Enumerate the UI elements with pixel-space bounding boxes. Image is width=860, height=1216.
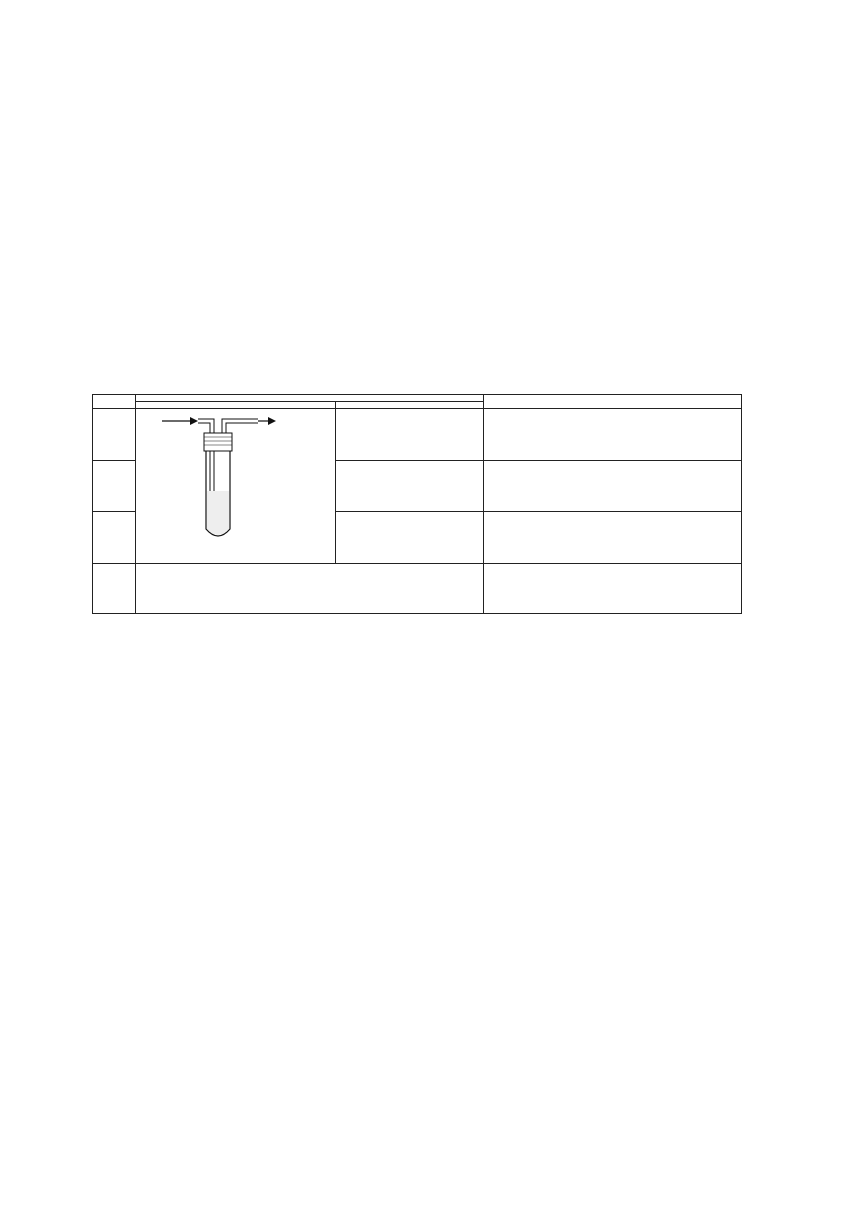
phenomenon-cell [483,564,741,614]
experiment-table [92,394,742,614]
apparatus-cell [136,409,336,564]
row-number [93,409,136,461]
outlet-arrowhead [268,417,276,425]
row-number [93,564,136,614]
header-plan [136,395,484,402]
reagent-cell [336,460,484,512]
inlet-arrowhead [190,417,198,425]
reagent-cell [336,512,484,564]
reagent-cell [336,409,484,461]
solution [207,491,229,535]
phenomenon-cell [483,460,741,512]
equilibrium-chart [540,90,840,320]
phenomenon-cell [483,512,741,564]
header-phenomenon [483,395,741,409]
stopper [204,433,232,451]
row-number [93,460,136,512]
header-reagent [336,402,484,409]
phenomenon-cell [483,409,741,461]
header-seq [93,395,136,409]
apparatus-diagram [140,411,330,557]
header-device [136,402,336,409]
row-number [93,512,136,564]
plan-cell [136,564,484,614]
